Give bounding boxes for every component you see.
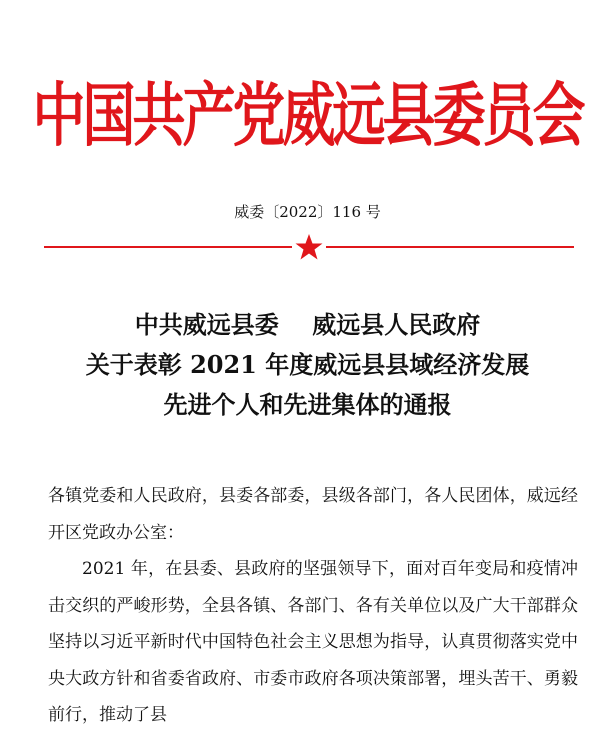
issuing-organization-title: 中国共产党威远县委员会 [32, 75, 583, 156]
salutation: 各镇党委和人民政府，县委各部委，县级各部门，各人民团体，威远经开区党政办公室： [48, 486, 578, 543]
title-line-3: 先进个人和先进集体的通报 [163, 390, 452, 419]
red-divider [44, 234, 574, 260]
star-icon [294, 233, 324, 261]
body-paragraph: 2021 年，在县委、县政府的坚强领导下，面对百年变局和疫情冲击交织的严峻形势，全县各镇、各部门、各有关单位以及广大干部群众坚持以习近平新时代中国特色社会主义思想为指导，认真贯彻落实党中央大政方针和省委省政府、市委市政府各项决策部署，埋头苦干、勇毅前行，推动了县 [48, 559, 578, 725]
document-title [0, 305, 615, 425]
title-line-1: 中共威远县委 威远县人民政府 [134, 310, 481, 339]
document-number: 威委〔2022〕116 号 [234, 203, 381, 221]
title-line-2: 关于表彰 2021 年度威远县县域经济发展 [85, 350, 530, 379]
divider-line-right [326, 246, 574, 248]
divider-line-left [44, 246, 292, 248]
document-body [48, 478, 578, 734]
